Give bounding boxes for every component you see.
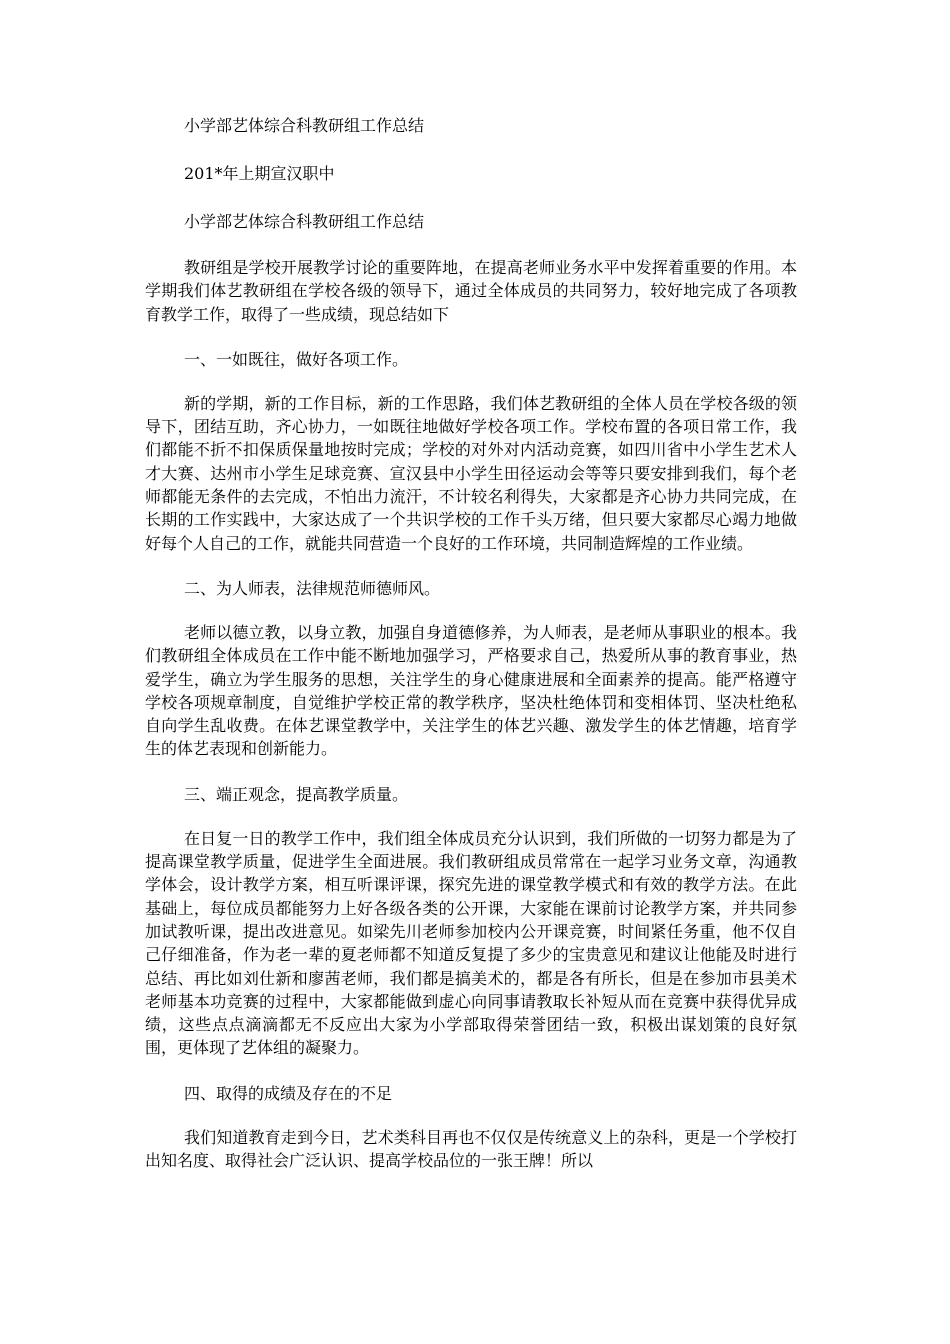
section-heading-2: 二、为人师表，法律规范师德师风。 <box>184 578 441 598</box>
document-subtitle: 201*年上期宣汉职中 <box>184 164 335 183</box>
section-heading-1: 一、一如既往，做好各项工作。 <box>184 349 409 369</box>
section-heading-3: 三、端正观念，提高教学质量。 <box>184 784 409 804</box>
section-body-2: 老师以德立教，以身立教，加强自身道德修养，为人师表，是老师从事职业的根本。我们教研组全体成员在工作中能不断地加强学习，严格要求自己，热爱所从事的教育事业，热爱学生，确立为学生服务的思想，关注学生的身心健康进展和全面素养的提高。能严格遵守学校各项规章制度，自觉维护学校正常的教学秩序，坚决杜绝体罚和变相体罚、坚决杜绝私自向学生乱收费。在体艺课堂教学中，关注学生的体艺兴趣、激发学生的体艺情趣，培育学生的体艺表现和创新能力。 <box>145 622 797 759</box>
section-body-4: 我们知道教育走到今日，艺术类科目再也不仅仅是传统意义上的杂科，更是一个学校打出知名度、取得社会广泛认识、提高学校品位的一张王牌！所以 <box>145 1127 797 1171</box>
section-heading-4: 四、取得的成绩及存在的不足 <box>184 1083 393 1103</box>
document-page <box>145 110 797 1172</box>
section-body-3: 在日复一日的教学工作中，我们组全体成员充分认识到，我们所做的一切努力都是为了提高课堂教学质量，促进学生全面进展。我们教研组成员常常在一起学习业务文章，沟通教学体会，设计教学方案，相互听课评课，探究先进的课堂教学模式和有效的教学方法。在此基础上，每位成员都能努力上好各级各类的公开课，大家能在课前讨论教学方案，并共同参加试教听课，提出改进意见。如梁先川老师参加校内公开课竞赛，时间紧任务重，他不仅自己仔细准备，作为老一辈的夏老师都不知道反复提了多少的宝贵意见和建议让他能及时进行总结、再比如刘仕新和廖茜老师，我们都是搞美术的，都是各有所长，但是在参加市县美术老师基本功竞赛的过程中，大家都能做到虚心向同事请教取长补短从而在竞赛中获得优异成绩，这些点点滴滴都无不反应出大家为小学部取得荣誉团结一致，积极出谋划策的良好氛围，更体现了艺体组的凝聚力。 <box>145 828 797 1058</box>
section-body-1: 新的学期，新的工作目标，新的工作思路，我们体艺教研组的全体人员在学校各级的领导下，团结互助，齐心协力，一如既往地做好学校各项工作。学校布置的各项日常工作，我们都能不折不扣保质保量地按时完成；学校的对外对内活动竞赛，如四川省中小学生艺术人才大赛、达州市小学生足球竞赛、宣汉县中小学生田径运动会等等只要安排到我们，每个老师都能无条件的去完成，不怕出力流汗，不计较名利得失，大家都是齐心协力共同完成，在长期的工作实践中，大家达成了一个共识学校的工作千头万绪，但只要大家都尽心竭力地做好每个人自己的工作，就能共同营造一个良好的工作环境，共同制造辉煌的工作业绩。 <box>145 393 797 553</box>
intro-paragraph: 教研组是学校开展教学讨论的重要阵地，在提高老师业务水平中发挥着重要的作用。本学期我们体艺教研组在学校各级的领导下，通过全体成员的共同努力，较好地完成了各项教育教学工作，取得了一些成绩，现总结如下 <box>145 258 797 324</box>
document-title: 小学部艺体综合科教研组工作总结 <box>184 116 425 135</box>
document-heading: 小学部艺体综合科教研组工作总结 <box>184 212 425 231</box>
